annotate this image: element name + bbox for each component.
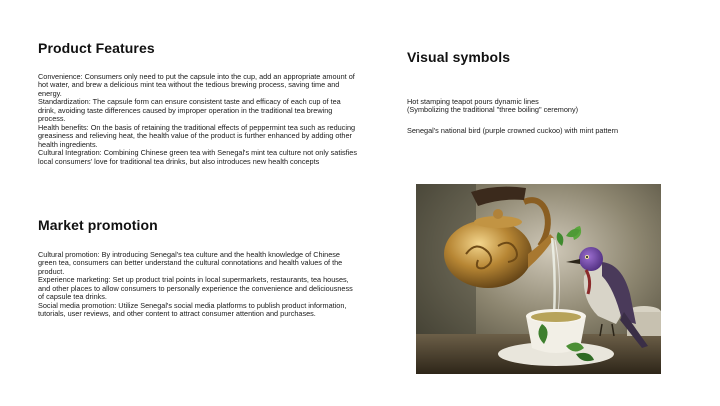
feature-health-benefits: Health benefits: On the basis of retaining the traditional effects of peppermint tea such as reducing greasiness and relieving heat, the health value of the product is further enhanced by adding other health ingredients. xyxy=(38,122,356,149)
visual-teapot-line: Hot stamping teapot pours dynamic lines xyxy=(407,97,539,106)
product-features-text xyxy=(38,73,360,166)
market-promotion-title: Market promotion xyxy=(38,217,158,233)
visual-bird-line: Senegal's national bird (purple crowned cuckoo) with mint pattern xyxy=(407,125,619,135)
visual-symbols-text xyxy=(407,98,697,135)
promotion-cultural: Cultural promotion: By introducing Senegal's tea culture and the health knowledge of Chinese green tea, consumers can better understand the cultural connotations and health values of the product. xyxy=(38,250,343,276)
teapot-bird-photo xyxy=(416,184,661,374)
feature-standardization: Standardization: The capsule form can ensure consistent taste and efficacy of each cup of tea drink, avoiding taste differences caused by improper operation in the traditional tea brewing process. xyxy=(38,97,341,124)
promotion-experience: Experience marketing: Set up product trial points in local supermarkets, restaurants, tea houses, and other places to allow consumers to personally experience the convenience and deliciousness of capsule tea drinks. xyxy=(38,275,353,302)
teapot-bird-photo-icon xyxy=(416,184,661,374)
promotion-social-media: Social media promotion: Utilize Senegal's social media platforms to publish product information, tutorials, user reviews, and other content to attract consumer attention and purchases. xyxy=(38,300,347,319)
product-features-title: Product Features xyxy=(38,40,155,56)
visual-symbols-title: Visual symbols xyxy=(407,49,511,65)
visual-ceremony-line: (Symbolizing the traditional "three boiling" ceremony) xyxy=(407,105,579,115)
market-promotion-text xyxy=(38,251,360,319)
feature-cultural-integration: Cultural Integration: Combining Chinese green tea with Senegal's mint tea culture not only satisfies local consumers' love for traditional tea drinks, but also introduces new health concepts xyxy=(38,148,357,166)
feature-convenience: Convenience: Consumers only need to put the capsule into the cup, add an appropriate amount of hot water, and brew a delicious mint tea without the tedious brewing process, saving time and energy. xyxy=(38,72,355,98)
